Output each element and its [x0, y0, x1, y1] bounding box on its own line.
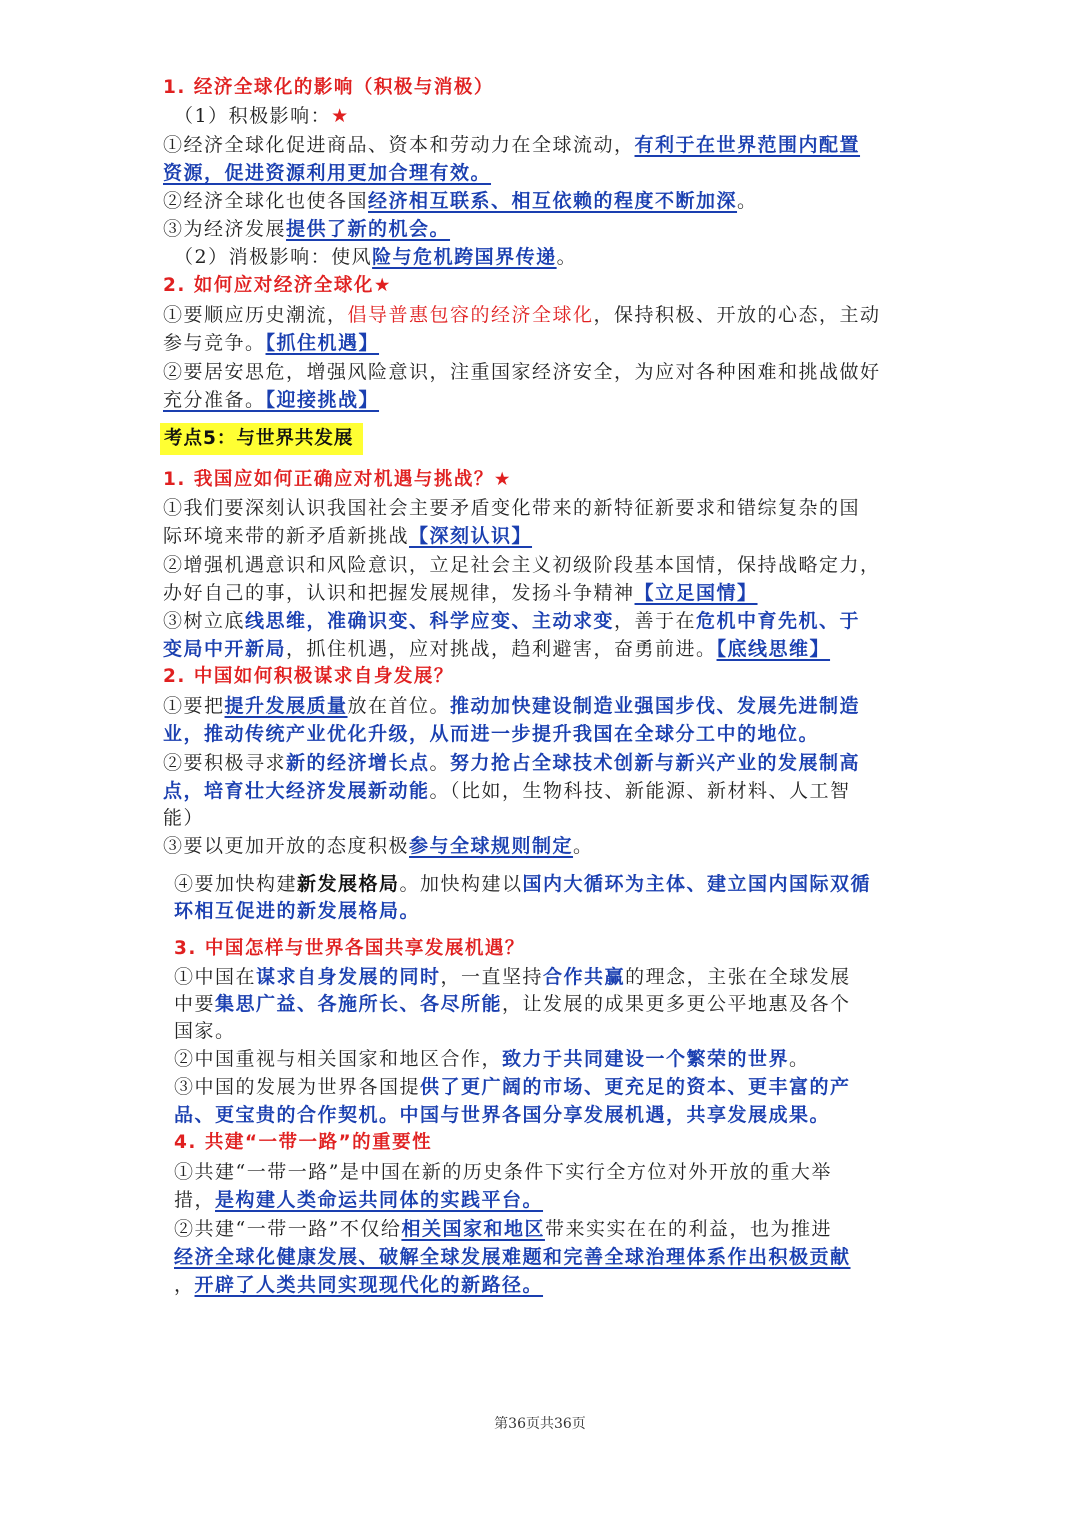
key-phrase: 合作共赢 — [543, 966, 626, 988]
tag-label: 【立足国情】 — [634, 582, 758, 604]
key-phrase: 是构建人类命运共同体的实践平台。 — [215, 1189, 544, 1211]
text: 。 — [429, 752, 451, 774]
q3-title: 3. 中国怎样与世界各国共享发展机遇？ — [174, 938, 525, 959]
text: ①中国在 — [174, 966, 257, 988]
text: 带来实实在在的利益，也为推进 — [544, 1218, 832, 1240]
text: 中要 — [174, 993, 216, 1015]
text: ，一直坚持 — [440, 966, 544, 988]
text: 。 — [556, 246, 578, 268]
text: ①要把 — [163, 695, 225, 717]
text: ①经济全球化促进商品、资本和劳动力在全球流动， — [163, 134, 635, 156]
q4-point-b-cont — [174, 1243, 851, 1271]
section1-point1 — [163, 131, 860, 159]
q2-point-a — [163, 692, 860, 720]
q1-point-c — [163, 607, 860, 635]
q4-point-b-cont2 — [174, 1271, 543, 1299]
sub1-label: （1）积极影响： — [174, 105, 332, 127]
key-phrase: 经济相互联系、相互依赖的程度不断加深 — [368, 190, 738, 212]
text: 充分准备。 — [163, 389, 266, 411]
title-text: 2. 如何应对经济全球化 — [163, 275, 374, 296]
q4-point-b — [174, 1215, 832, 1243]
text: ③中国的发展为世界各国提 — [174, 1076, 421, 1098]
q2-title: 2. 中国如何积极谋求自身发展？ — [163, 666, 454, 687]
text: ，善于在 — [614, 610, 697, 632]
key-phrase: 变局中开新局 — [163, 638, 287, 660]
q1-point-a-cont — [163, 522, 532, 550]
section1-point3 — [163, 215, 450, 243]
section1-point1-cont — [163, 159, 491, 187]
text: 。（比如，生物科技、新能源、新材料、人工智 — [429, 780, 851, 802]
section1-title: 1. 经济全球化的影响（积极与消极） — [163, 77, 494, 98]
text: 际环境来带的新矛盾新挑战 — [163, 525, 410, 547]
key-phrase: 品、更宝贵的合作契机。中国与世界各国分享发展机遇，共享发展成果。 — [174, 1104, 831, 1126]
q3-point-a-cont2: 国家。 — [174, 1020, 236, 1042]
q3-point-c-cont — [174, 1101, 830, 1129]
q1-point-b: ②增强机遇意识和风险意识，立足社会主义初级阶段基本国情，保持战略定力， — [163, 554, 881, 576]
key-phrase: 国内大循环为主体、建立国内国际双循 — [522, 873, 872, 895]
section1-sub2 — [174, 243, 577, 271]
star-icon: ★ — [373, 275, 392, 296]
text: 。 — [789, 1048, 810, 1070]
title-text: 1. 我国应如何正确应对机遇与挑战？ — [163, 469, 494, 490]
q2-point-c — [163, 832, 594, 860]
text: 。加快构建以 — [399, 873, 523, 895]
text: （2）消极影响：使风 — [174, 246, 373, 268]
key-phrase: 点，培育壮大经济发展新动能 — [163, 780, 430, 802]
q1-point-b-cont — [163, 579, 758, 607]
q2-point-b — [163, 749, 860, 777]
q3-point-a — [174, 963, 851, 991]
q3-point-c — [174, 1073, 851, 1101]
q1-point-c-cont — [163, 635, 830, 663]
q4-point-a: ①共建“一带一路”是中国在新的历史条件下实行全方位对外开放的重大举 — [174, 1161, 832, 1183]
key-phrase: 致力于共同建设一个繁荣的世界 — [502, 1048, 790, 1070]
text: ③要以更加开放的态度积极 — [163, 835, 410, 857]
key-phrase: 谋求自身发展的同时 — [256, 966, 441, 988]
key-phrase: 集思广益、各施所长、各尽所能 — [215, 993, 503, 1015]
q2-point-b-cont2: 能） — [163, 807, 205, 829]
text: 措， — [174, 1189, 216, 1211]
section1-point2 — [163, 187, 758, 215]
q4-point-a-cont — [174, 1186, 543, 1214]
text: ，让发展的成果更多更公平地惠及各个 — [502, 993, 851, 1015]
text: 的理念，主张在全球发展 — [625, 966, 851, 988]
text: ②经济全球化也使各国 — [163, 190, 369, 212]
text: ②要积极寻求 — [163, 752, 287, 774]
key-phrase: 危机中育先机、于 — [696, 610, 861, 632]
text: ③树立底 — [163, 610, 246, 632]
q2-point-b-cont — [163, 777, 851, 805]
star-icon: ★ — [331, 105, 350, 127]
key-phrase: 供了更广阔的市场、更充足的资本、更丰富的产 — [420, 1076, 851, 1098]
key-phrase: 新的经济增长点 — [286, 752, 430, 774]
tag-label: 【迎接挑战】 — [265, 389, 380, 411]
text: ，保持积极、开放的心态，主动 — [593, 304, 881, 326]
key-phrase: 线思维，准确识变、科学应变、主动求变 — [245, 610, 615, 632]
star-icon: ★ — [493, 469, 512, 490]
red-phrase: 倡导普惠包容的经济全球化 — [347, 304, 594, 326]
key-phrase: 参与全球规则制定 — [409, 835, 574, 857]
tag-label: 【抓住机遇】 — [265, 332, 380, 354]
section2-point2-cont — [163, 386, 379, 414]
text: ④要加快构建 — [174, 873, 298, 895]
key-phrase: 新发展格局 — [297, 873, 400, 895]
page-footer: 第36页共36页 — [494, 1416, 586, 1432]
key-phrase: 相关国家和地区 — [401, 1218, 545, 1240]
q1-title — [163, 466, 512, 494]
q2-point-a-cont — [163, 720, 819, 748]
tag-label: 【深刻认识】 — [409, 525, 533, 547]
kaodian-label: 考点5：与世界共发展 — [160, 423, 363, 455]
section1-sub1 — [174, 102, 350, 130]
q2-point-d-cont — [174, 897, 420, 925]
q2-point-d — [174, 870, 871, 898]
q1-point-a: ①我们要深刻认识我国社会主要矛盾变化带来的新特征新要求和错综复杂的国 — [163, 497, 861, 519]
text: ③为经济发展 — [163, 218, 287, 240]
text: ②中国重视与相关国家和地区合作， — [174, 1048, 503, 1070]
text: 。 — [737, 190, 758, 212]
key-phrase: 提供了新的机会。 — [286, 218, 451, 240]
q3-point-a-cont — [174, 990, 851, 1018]
key-phrase: 经济全球化健康发展、破解全球发展难题和完善全球治理体系作出积极贡献 — [174, 1246, 851, 1268]
key-phrase: 业，推动传统产业优化升级，从而进一步提升我国在全球分工中的地位。 — [163, 723, 820, 745]
text: 办好自己的事，认识和把握发展规律，发扬斗争精神 — [163, 582, 635, 604]
section2-point1 — [163, 301, 881, 329]
key-phrase: 开辟了人类共同实现现代化的新路径。 — [194, 1274, 544, 1296]
key-phrase: 险与危机跨国界传递 — [372, 246, 557, 268]
key-phrase: 提升发展质量 — [224, 695, 348, 717]
key-phrase: 有利于在世界范围内配置 — [634, 134, 861, 156]
text: ①要顺应历史潮流， — [163, 304, 348, 326]
section2-point1-cont — [163, 329, 379, 357]
text: ， — [174, 1274, 195, 1296]
key-phrase: 推动加快建设制造业强国步伐、发展先进制造 — [450, 695, 861, 717]
key-phrase: 资源，促进资源利用更加合理有效。 — [163, 162, 492, 184]
q4-title: 4. 共建“一带一路”的重要性 — [174, 1132, 433, 1153]
text: ，抓住机遇，应对挑战，趋利避害，奋勇前进。 — [286, 638, 717, 660]
tag-label: 【底线思维】 — [716, 638, 831, 660]
text: ②共建“一带一路”不仅给 — [174, 1218, 402, 1240]
text: 参与竞争。 — [163, 332, 266, 354]
section2-title — [163, 272, 392, 300]
key-phrase: 环相互促进的新发展格局。 — [174, 900, 421, 922]
key-phrase: 努力抢占全球技术创新与新兴产业的发展制高 — [450, 752, 861, 774]
text: 放在首位。 — [347, 695, 451, 717]
section2-point2: ②要居安思危，增强风险意识，注重国家经济安全，为应对各种困难和挑战做好 — [163, 361, 881, 383]
q3-point-b — [174, 1045, 810, 1073]
text: 。 — [573, 835, 594, 857]
